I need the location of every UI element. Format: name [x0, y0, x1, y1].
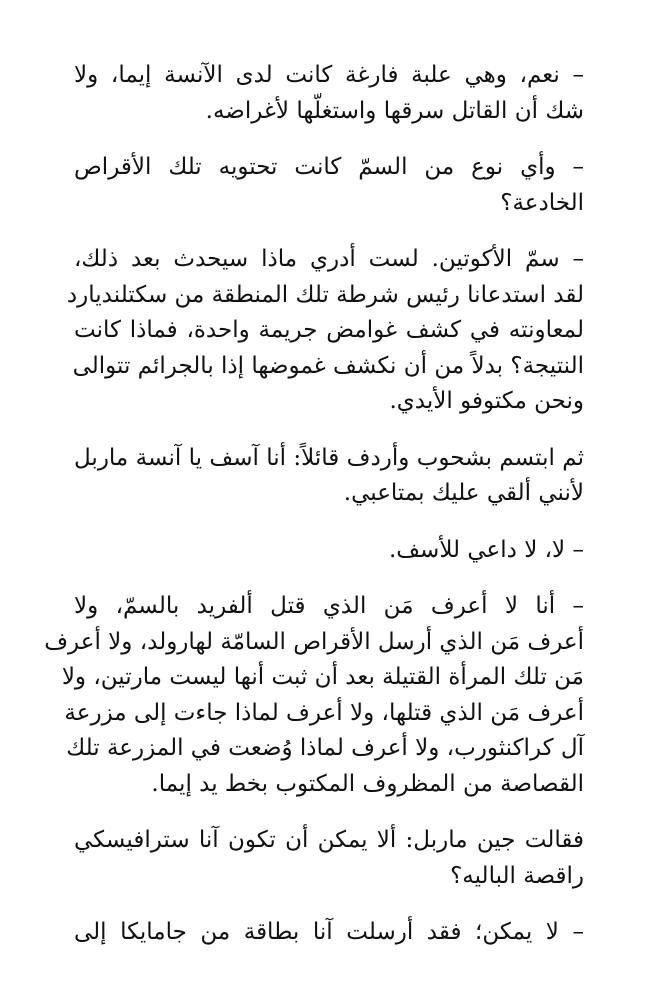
text-line: مَن تلك المرأة القتيلة بعد أن ثبت أنها ليست مارتين، ولا [61, 664, 584, 690]
paragraph [74, 823, 584, 894]
text-line: لأنني ألقي عليك بمتاعبي. [343, 480, 584, 506]
text-line: أعرف مَن الذي قتلها، ولا أعرف لماذا جاءت إلى مزرعة [64, 699, 584, 726]
text-line: فقالت جين ماربل: ألا يمكن أن تكون آنا سترافيسكي [74, 827, 584, 853]
text-line: الخادعة؟ [500, 189, 584, 216]
text-line: – سمّ الأكوتين. لست أدري ماذا سيحدث بعد ذلك، [74, 246, 584, 272]
text-line: – لا يمكن؛ فقد أرسلت آنا بطاقة من جامايكا إلى [74, 919, 584, 945]
text-line: – لا، لا داعي للأسف. [388, 536, 584, 563]
paragraph [74, 533, 584, 569]
paragraph [74, 58, 584, 129]
text-line: شك أن القاتل سرقها واستغلّها لأغراضه. [205, 97, 584, 124]
page-text [44, 58, 584, 972]
text-line: لقد استدعانا رئيس شرطة تلك المنطقة من سكتلنديارد [66, 281, 584, 308]
text-line: ونحن مكتوفو الأيدي. [389, 388, 584, 414]
text-line: آل كراكنثورب، ولا أعرف لماذا وُضعت في المزرعة تلك [66, 735, 584, 761]
paragraph [44, 589, 584, 802]
text-line: لمعاونته في كشف غوامض جريمة واحدة، فماذا كانت [74, 317, 584, 343]
paragraph [74, 150, 584, 221]
paragraph [66, 242, 584, 420]
text-line: – نعم، وهي علبة فارغة كانت لدى الآنسة إيما، ولا [74, 62, 584, 88]
text-line: – أنا لا أعرف مَن الذي قتل ألفريد بالسمّ، ولا [74, 593, 584, 619]
text-line: ثم ابتسم بشحوب وأردف قائلاً: أنا آسف يا آنسة ماربل [74, 444, 584, 471]
text-line: – وأي نوع من السمّ كانت تحتويه تلك الأقراص [74, 154, 584, 180]
text-line: أعرف مَن الذي أرسل الأقراص السامّة لهارولد، ولا أعرف [44, 628, 584, 655]
paragraph [74, 441, 584, 512]
text-line: القصاصة من المظروف المكتوب بخط يد إيما. [151, 770, 584, 797]
paragraph [74, 915, 584, 951]
text-line: النتيجة؟ بدلاً من أن نكشف غموضها إذا بالجرائم تتوالى [72, 352, 584, 379]
text-line: راقصة الباليه؟ [450, 862, 584, 889]
